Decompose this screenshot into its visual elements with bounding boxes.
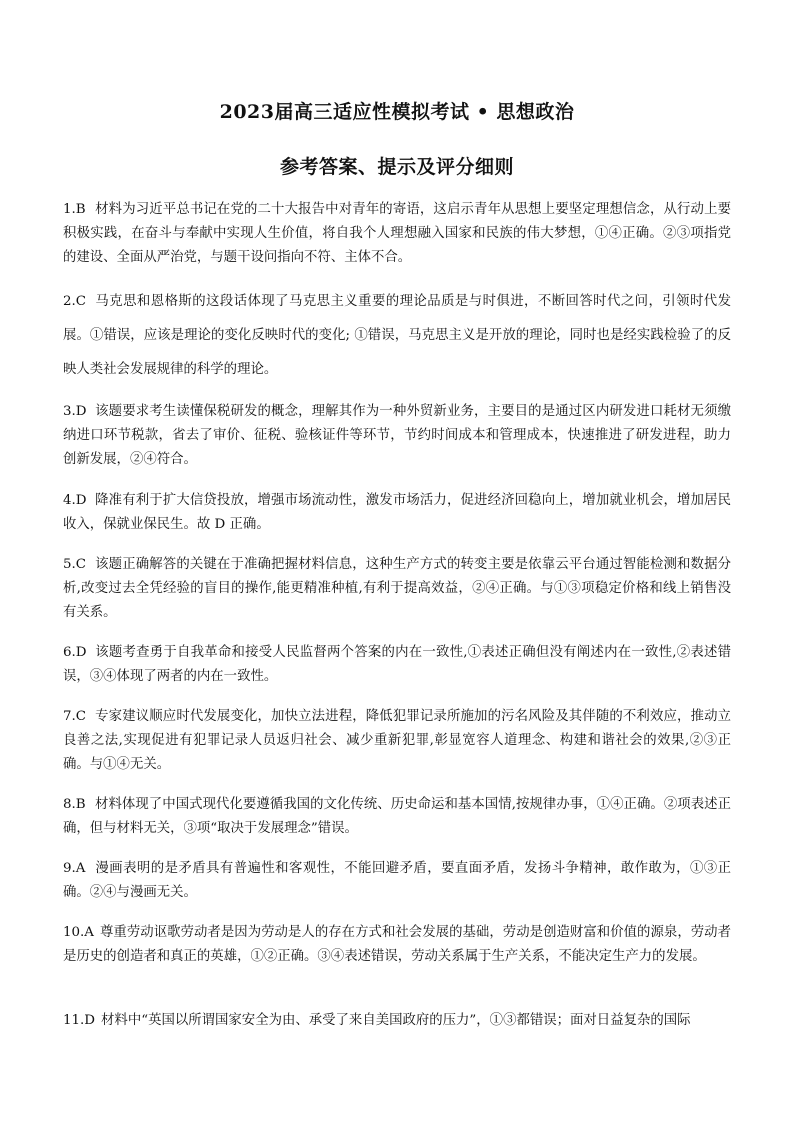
answer-explanation: 该题正确解答的关键在于准确把握材料信息，这种生产方式的转变主要是依靠云平台通过智能检测和数据分析,改变过去全凭经验的盲目的操作,能更精准种植,有利于提高效益，②④正确。与①③项稳定价格和线上销售没有关系。 (63, 557, 731, 620)
answer-explanation: 材料为习近平总书记在党的二十大报告中对青年的寄语，这启示青年从思想上要坚定理想信念，从行动上要积极实践，在奋斗与奉献中实现人生价值，将自我个人理想融入国家和民族的伟大梦想，①④正确。②③项指党的建设、全面从严治党，与题干设问指向不符、主体不合。 (63, 202, 731, 265)
answer-number: 3.D (63, 404, 87, 419)
answer-number: 5.C (63, 557, 87, 572)
answer-number: 8.B (63, 797, 86, 812)
answer-item-2 (63, 285, 731, 387)
answer-item-11 (63, 1009, 731, 1033)
answer-item-5 (63, 553, 731, 625)
answer-item-3 (63, 400, 731, 472)
answer-explanation: 漫画表明的是矛盾具有普遍性和客观性，不能回避矛盾，要直面矛盾，发扬斗争精神，敢作敢为，①③正确。②④与漫画无关。 (63, 861, 731, 900)
answer-explanation: 材料中“英国以所谓国家安全为由、承受了来自美国政府的压力”，①③都错误；面对日益复杂的国际 (101, 1013, 691, 1028)
answer-explanation: 材料体现了中国式现代化要遵循我国的文化传统、历史命运和基本国情,按规律办事，①④正确。②项表述正确，但与材料无关，③项“取决于发展理念”错误。 (63, 797, 731, 836)
answer-item-8 (63, 793, 731, 841)
answer-explanation: 尊重劳动讴歌劳动者是因为劳动是人的存在方式和社会发展的基础，劳动是创造财富和价值的源泉，劳动者是历史的创造者和真正的英雄，①②正确。③④表述错误，劳动关系属于生产关系，不能决定生产力的发展。 (63, 925, 731, 964)
answer-number: 7.C (63, 709, 87, 724)
answer-item-7 (63, 705, 731, 777)
answer-explanation: 降准有利于扩大信贷投放，增强市场流动性，激发市场活力，促进经济回稳向上，增加就业机会，增加居民收入，保就业保民生。故 D 正确。 (63, 493, 731, 532)
answer-number: 4.D (63, 493, 87, 508)
answer-item-4 (63, 489, 731, 537)
answer-number: 2.C (63, 294, 87, 309)
answer-explanation: 专家建议顺应时代发展变化，加快立法进程，降低犯罪记录所施加的污名风险及其伴随的不利效应，推动立良善之法,实现促进有犯罪记录人员返归社会、减少重新犯罪,彰显宽容人道理念、构建和谐社会的效果,②③正确。与①④无关。 (63, 709, 731, 772)
answer-explanation: 该题考查勇于自我革命和接受人民监督两个答案的内在一致性,①表述正确但没有阐述内在一致性,②表述错误，③④体现了两者的内在一致性。 (63, 645, 731, 684)
document-title: 2023届高三适应性模拟考试 • 思想政治 (219, 101, 575, 123)
answer-number: 1.B (63, 202, 86, 217)
document-subtitle: 参考答案、提示及评分细则 (279, 156, 514, 178)
answer-item-6 (63, 641, 731, 689)
answer-number: 6.D (63, 645, 87, 660)
answer-item-1 (63, 198, 731, 270)
answer-number: 11.D (63, 1013, 96, 1028)
answer-number: 9.A (63, 861, 86, 876)
answer-item-9 (63, 857, 731, 905)
answer-explanation: 马克思和恩格斯的这段话体现了马克思主义重要的理论品质是与时俱进，不断回答时代之问，引领时代发展。①错误，应该是理论的变化反映时代的变化; ①错误，马克思主义是开放的理论，同时也是经实践检验了的反映人类社会发展规律的科学的理论。 (63, 294, 731, 377)
answer-explanation: 该题要求考生读懂保税研发的概念，理解其作为一种外贸新业务，主要目的是通过区内研发进口耗材无须缴纳进口环节税款，省去了审价、征税、验核证件等环节，节约时间成本和管理成本，快速推进了研发进程，助力创新发展，②④符合。 (63, 404, 731, 467)
answer-item-10 (63, 921, 731, 969)
answer-number: 10.A (63, 925, 94, 940)
